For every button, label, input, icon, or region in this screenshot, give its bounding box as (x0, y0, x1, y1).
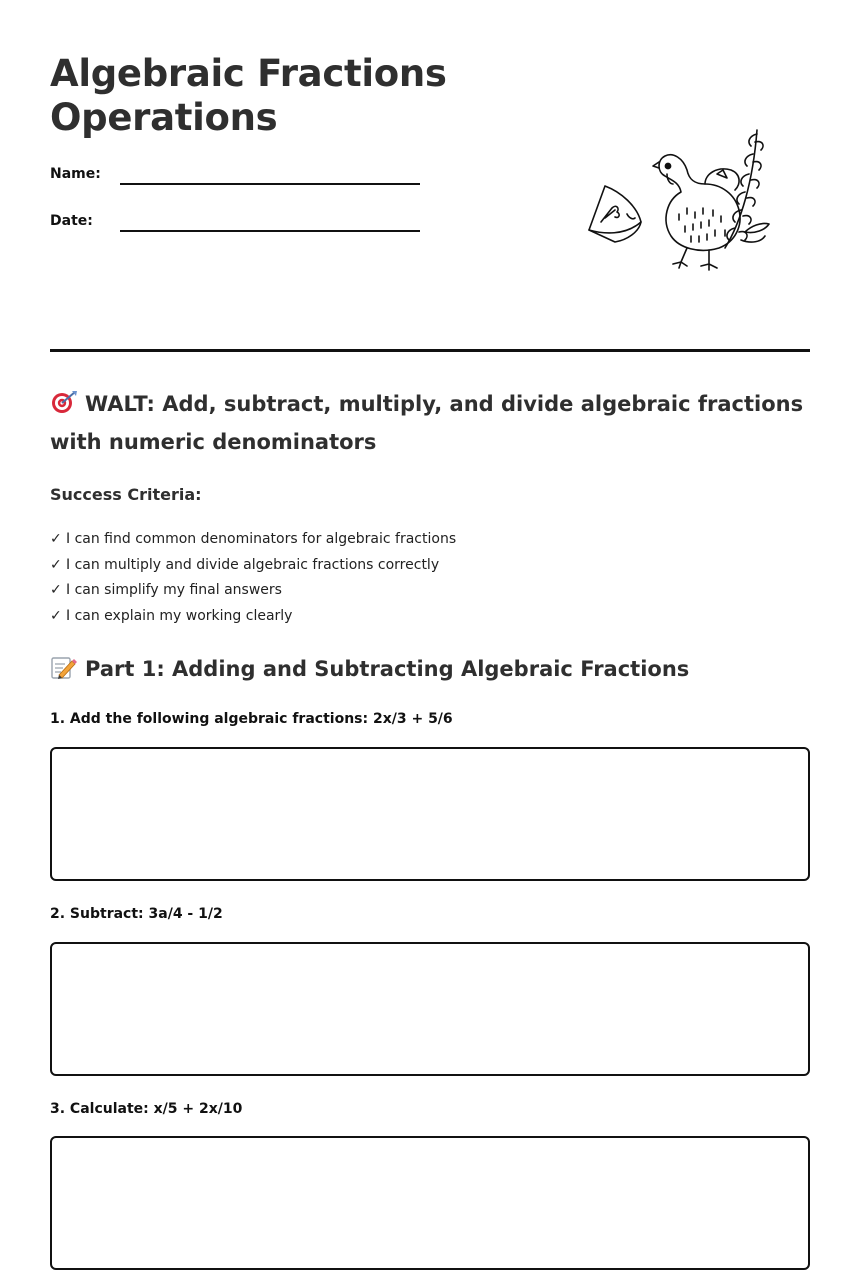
date-write-line[interactable] (120, 230, 420, 232)
name-field (50, 166, 422, 190)
question-3: 3. Calculate: x/5 + 2x/10 (50, 1101, 243, 1117)
walt-heading (50, 385, 810, 461)
part1-title: Part 1: Adding and Subtracting Algebraic Fractions (85, 657, 690, 681)
check-mark-icon: ✓ (50, 556, 62, 573)
criteria-text: I can find common denominators for algebraic fractions (66, 531, 457, 547)
question-1: 1. Add the following algebraic fractions: 2x/3 + 5/6 (50, 711, 453, 727)
leaves-drawing (725, 130, 769, 248)
header-divider (50, 349, 810, 352)
answer-box-3[interactable] (50, 1136, 810, 1270)
criteria-item (50, 578, 456, 604)
date-label: Date: (50, 213, 93, 229)
worksheet-title: Algebraic Fractions Operations (50, 52, 447, 139)
target-icon (50, 390, 78, 414)
check-mark-icon: ✓ (50, 608, 62, 625)
turkey-leaves-pie-illustration (575, 122, 770, 272)
answer-box-2[interactable] (50, 942, 810, 1076)
pie-slice-drawing (589, 186, 641, 242)
criteria-text: I can multiply and divide algebraic fractions correctly (66, 556, 440, 573)
name-label: Name: (50, 166, 101, 182)
criteria-item (50, 604, 456, 630)
criteria-item (50, 527, 456, 553)
check-mark-icon: ✓ (50, 582, 62, 599)
date-field (50, 213, 422, 237)
success-criteria-heading: Success Criteria: (50, 485, 202, 504)
part1-heading (50, 650, 689, 688)
walt-text: WALT: Add, subtract, multiply, and divide algebraic fractions with numeric denominators (50, 392, 804, 454)
turkey-drawing (653, 155, 740, 270)
criteria-text: I can explain my working clearly (66, 608, 293, 625)
success-criteria-list (50, 527, 456, 630)
criteria-item (50, 553, 456, 579)
answer-box-1[interactable] (50, 747, 810, 881)
memo-pencil-icon (50, 655, 78, 679)
criteria-text: I can simplify my final answers (66, 582, 282, 599)
question-2: 2. Subtract: 3a/4 - 1/2 (50, 906, 223, 922)
name-write-line[interactable] (120, 183, 420, 185)
check-mark-icon: ✓ (50, 531, 62, 547)
